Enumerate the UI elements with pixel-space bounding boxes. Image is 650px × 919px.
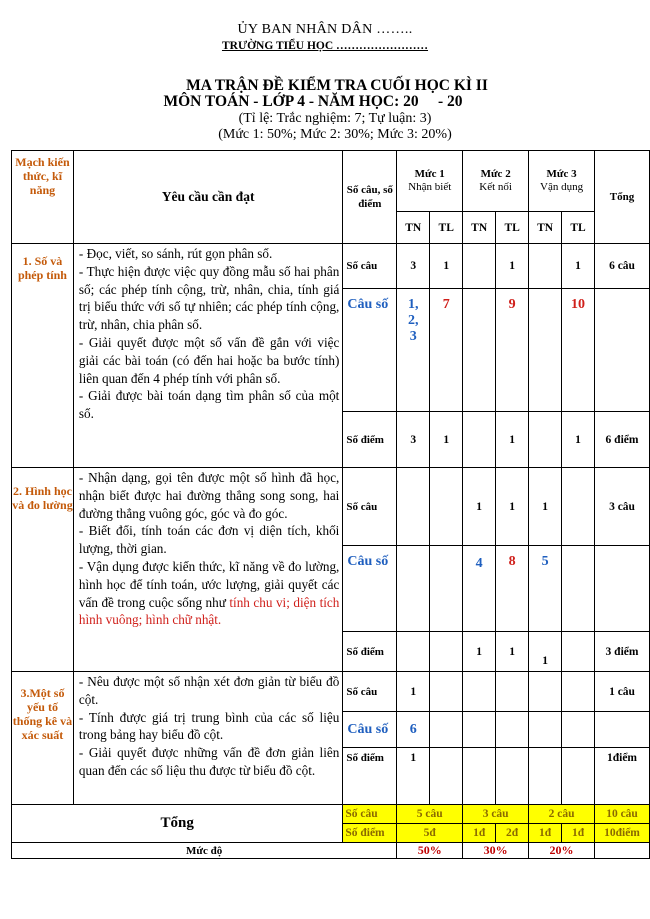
total-label: Tổng [12,805,343,843]
strand-statistics: 3.Một số yếu tố thống kê và xác suất [12,672,74,805]
total-cell: 1 câu [595,672,650,712]
cell [529,748,562,805]
requirements-statistics: - Nêu được một số nhận xét đơn giản từ biểu đồ cột. - Tính được giá trị trung bình của các số liệu trong bảng hay biểu đồ cột. - Giải quyết được những vấn đề đơn giản liên quan đến các số liệu thu được từ biểu đồ cột. [73,672,342,805]
level3-percent: 20% [529,843,595,859]
total-m2-count: 3 câu [463,805,529,824]
cell [463,244,496,289]
total-m3-tl-points: 1đ [562,824,595,843]
cell: 1 [529,632,562,672]
cell: 3 [397,244,430,289]
cell: 1 [463,468,496,546]
total-cell: 1điểm [595,748,650,805]
cell: 6 [397,712,430,748]
cell: 7 [430,289,463,412]
total-m3-tn-points: 1đ [529,824,562,843]
row-label-question: Câu số [343,712,397,748]
row-label-count: Số câu [343,244,397,289]
cell: 1 [496,244,529,289]
total-m1-points: 5đ [397,824,463,843]
cell [562,468,595,546]
cell [529,712,562,748]
cell [595,712,650,748]
col-strand-header: Mạch kiến thức, kĩ năng [12,151,74,244]
cell [595,289,650,412]
cell [430,632,463,672]
tn-header: TN [463,212,496,244]
col-count-header: Số câu, số điểm [343,151,397,244]
cell [430,546,463,632]
cell [529,412,562,468]
cell [562,672,595,712]
cell [463,412,496,468]
cell [529,672,562,712]
cell [397,546,430,632]
level3-header: Mức 3 Vận dụng [529,151,595,212]
cell: 1 [562,244,595,289]
total-cell: 3 điểm [595,632,650,672]
cell [430,672,463,712]
cell: 8 [496,546,529,632]
tl-header: TL [430,212,463,244]
cell [430,748,463,805]
row-label-question: Câu số [343,546,397,632]
strand-numbers: 1. Số và phép tính [12,244,74,468]
level2-percent: 30% [463,843,529,859]
cell [595,843,650,859]
col-total-header: Tổng [595,151,650,244]
total-all-points: 10điểm [595,824,650,843]
cell: 1 [397,672,430,712]
cell [463,672,496,712]
ratio-line: (Tỉ lệ: Trắc nghiệm: 7; Tự luận: 3) [238,111,432,126]
total-count-label: Số câu [343,805,397,824]
level1-header: Mức 1 Nhận biết [397,151,463,212]
total-cell: 3 câu [595,468,650,546]
row-label-points: Số điểm [343,412,397,468]
cell [397,632,430,672]
tl-header: TL [562,212,595,244]
total-cell: 6 điểm [595,412,650,468]
row-label-points: Số điểm [343,748,397,805]
cell [562,712,595,748]
cell: 1 [463,632,496,672]
cell: 9 [496,289,529,412]
row-label-question: Câu số [343,289,397,412]
cell [496,712,529,748]
total-m2-tn-points: 1đ [463,824,496,843]
row-label-count: Số câu [343,672,397,712]
levels-line: (Mức 1: 50%; Mức 2: 30%; Mức 3: 20%) [218,127,452,142]
cell [529,244,562,289]
tl-header: TL [496,212,529,244]
level-row-label: Mức độ [12,843,397,859]
committee-name: ỦY BAN NHÂN DÂN …….. [237,22,413,37]
cell [463,289,496,412]
cell [463,712,496,748]
cell: 1, 2, 3 [397,289,430,412]
level1-percent: 50% [397,843,463,859]
cell [529,289,562,412]
school-name: TRƯỜNG TIỂU HỌC …………………… [221,40,429,52]
cell: 1 [496,412,529,468]
strand-geometry: 2. Hình học và đo lường [12,468,74,672]
cell [562,748,595,805]
cell: 1 [430,412,463,468]
total-points-label: Số điểm [343,824,397,843]
cell: 1 [397,748,430,805]
cell: 1 [529,468,562,546]
cell [496,748,529,805]
cell: 10 [562,289,595,412]
cell [463,748,496,805]
subject-line: MÔN TOÁN - LỚP 4 - NĂM HỌC: 20 - 20 [163,93,463,110]
total-m3-count: 2 câu [529,805,595,824]
col-requirements-header: Yêu cầu cần đạt [73,151,342,244]
cell: 5 [529,546,562,632]
cell [430,712,463,748]
total-all-count: 10 câu [595,805,650,824]
cell: 1 [496,468,529,546]
matrix-table [11,150,650,859]
row-label-points: Số điểm [343,632,397,672]
cell: 1 [562,412,595,468]
cell: 3 [397,412,430,468]
tn-header: TN [397,212,430,244]
row-label-count: Số câu [343,468,397,546]
total-cell: 6 câu [595,244,650,289]
total-m2-tl-points: 2đ [496,824,529,843]
cell: 1 [496,632,529,672]
cell [562,632,595,672]
cell [397,468,430,546]
tn-header: TN [529,212,562,244]
total-m1-count: 5 câu [397,805,463,824]
requirements-geometry: - Nhận dạng, gọi tên được một số hình đã học, nhận biết được hai đường thẳng song song, hai đường thẳng vuông góc, góc và đo góc. - Biết đổi, tính toán các đơn vị diện tích, khối lượng, thời gian. - Vận dụng được kiến thức, kĩ năng về đo lường, hình học để tính toán, ước lượng, giải quyết các vấn đề trong cuộc sống như tính chu vi; diện tích hình vuông; hình chữ nhật. [73,468,342,672]
cell [430,468,463,546]
requirements-numbers: - Đọc, viết, so sánh, rút gọn phân số. - Thực hiện được việc quy đồng mẫu số hai phân số; các phép tính cộng, trừ, nhân, chia, tính giá trị biểu thức với số tự nhiên; các phép tính cộng, trừ, nhân, chia phân số. - Giải quyết được một số vấn đề gắn với việc giải các bài toán (có đến hai hoặc ba bước tính) liên quan đến 4 phép tính với phân số. - Giải được bài toán dạng tìm phân số của một số. [73,244,342,468]
cell [595,546,650,632]
level2-header: Mức 2 Kết nối [463,151,529,212]
cell: 1 [430,244,463,289]
cell [562,546,595,632]
cell: 4 [463,546,496,632]
cell [496,672,529,712]
document-title: MA TRẬN ĐỀ KIỂM TRA CUỐI HỌC KÌ II [186,77,488,94]
